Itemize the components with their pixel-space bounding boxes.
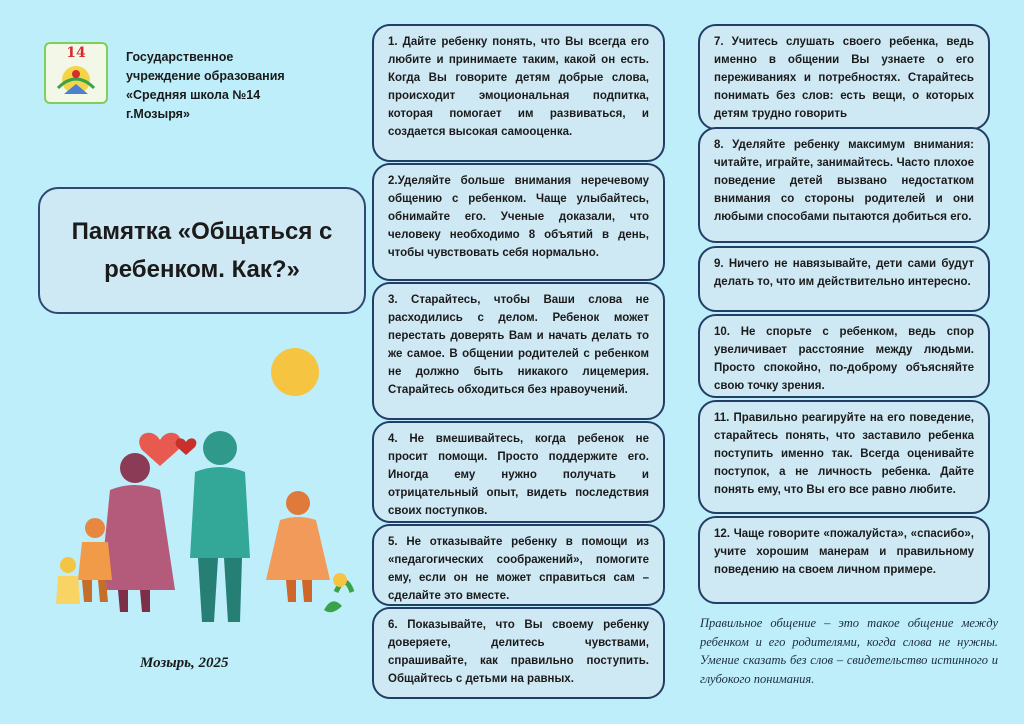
org-line: Государственное	[126, 50, 234, 64]
tip-card: 9. Ничего не навязывайте, дети сами будут делать то, что им действительно интересно.	[698, 246, 990, 312]
tip-card: 2.Уделяйте больше внимания неречевому общению с ребенком. Чаще улыбайтесь, обнимайте его. Ученые доказали, что человеку необходимо 8 объятий в день, чтобы чувствовать себя нормально.	[372, 163, 665, 281]
flower-icon	[333, 573, 347, 587]
org-line: учреждение образования	[126, 69, 285, 83]
memo-title: Памятка «Общаться с ребенком. Как?»	[38, 187, 366, 314]
tip-card: 1. Дайте ребенку понять, что Вы всегда его любите и принимаете таким, какой он есть. Когда Вы говорите детям добрые слова, происходит эмоциональная подпитка, которая помогает им развиваться, и создается высокая самооценка.	[372, 24, 665, 162]
tip-card: 8. Уделяйте ребенку максимум внимания: читайте, играйте, занимайтесь. Часто плохое поведение детей вызвано недостатком внимания со стороны родителей и они любыми способами пытаются добиться его.	[698, 127, 990, 243]
tip-card: 12. Чаще говорите «пожалуйста», «спасибо», учите хорошим манерам и правильному поведению на своем личном примере.	[698, 516, 990, 604]
city-year: Мозырь, 2025	[140, 655, 229, 671]
school-logo	[44, 42, 108, 104]
org-line: «Средняя школа №14	[126, 88, 261, 102]
tip-card: 6. Показывайте, что Вы своему ребенку доверяете, делитесь чувствами, спрашивайте, как правильно поступить. Общайтесь с детьми на равных.	[372, 607, 665, 699]
org-line: г.Мозыря»	[126, 107, 190, 121]
tip-card: 5. Не отказывайте ребенку в помощи из «педагогических соображений», помогите ему, если он не может справиться сам – сделайте это вместе.	[372, 524, 665, 606]
tip-card: 4. Не вмешивайтесь, когда ребенок не просит помощи. Просто поддержите его. Иногда ему нужно получать и отрицательный опыт, видеть последствия своих поступков.	[372, 421, 665, 523]
family-illustration	[40, 340, 370, 630]
heart-icon	[176, 438, 197, 455]
logo-number: 14	[66, 45, 86, 61]
tip-card: 7. Учитесь слушать своего ребенка, ведь именно в общении Вы узнаете о его переживаниях и потребностях. Старайтесь понимать без слов: есть вещи, о которых детям трудно говорить	[698, 24, 990, 130]
sun-icon	[271, 348, 319, 396]
tip-card: 11. Правильно реагируйте на его поведение, старайтесь понять, что заставило ребенка поступить именно так. Всегда оценивайте поступок, а не личность ребенка. Дайте понять ему, что Вы его все равно любите.	[698, 400, 990, 514]
tip-card: 10. Не спорьте с ребенком, ведь спор увеличивает расстояние между людьми. Просто спокойно, по-доброму объясняйте свою точку зрения.	[698, 314, 990, 398]
organization-name	[126, 48, 356, 124]
footer-note: Правильное общение – это такое общение между ребенком и его родителями, когда слова не нужны. Умение сказать без слов – свидетельство истинного и глубокого понимания.	[700, 616, 998, 686]
tip-card: 3. Старайтесь, чтобы Ваши слова не расходились с делом. Ребенок может перестать доверять Вам и начать делать то же самое. В общении родителей с ребенком не должно быть никакого лицемерия. Старайтесь обходиться без нравоучений.	[372, 282, 665, 420]
